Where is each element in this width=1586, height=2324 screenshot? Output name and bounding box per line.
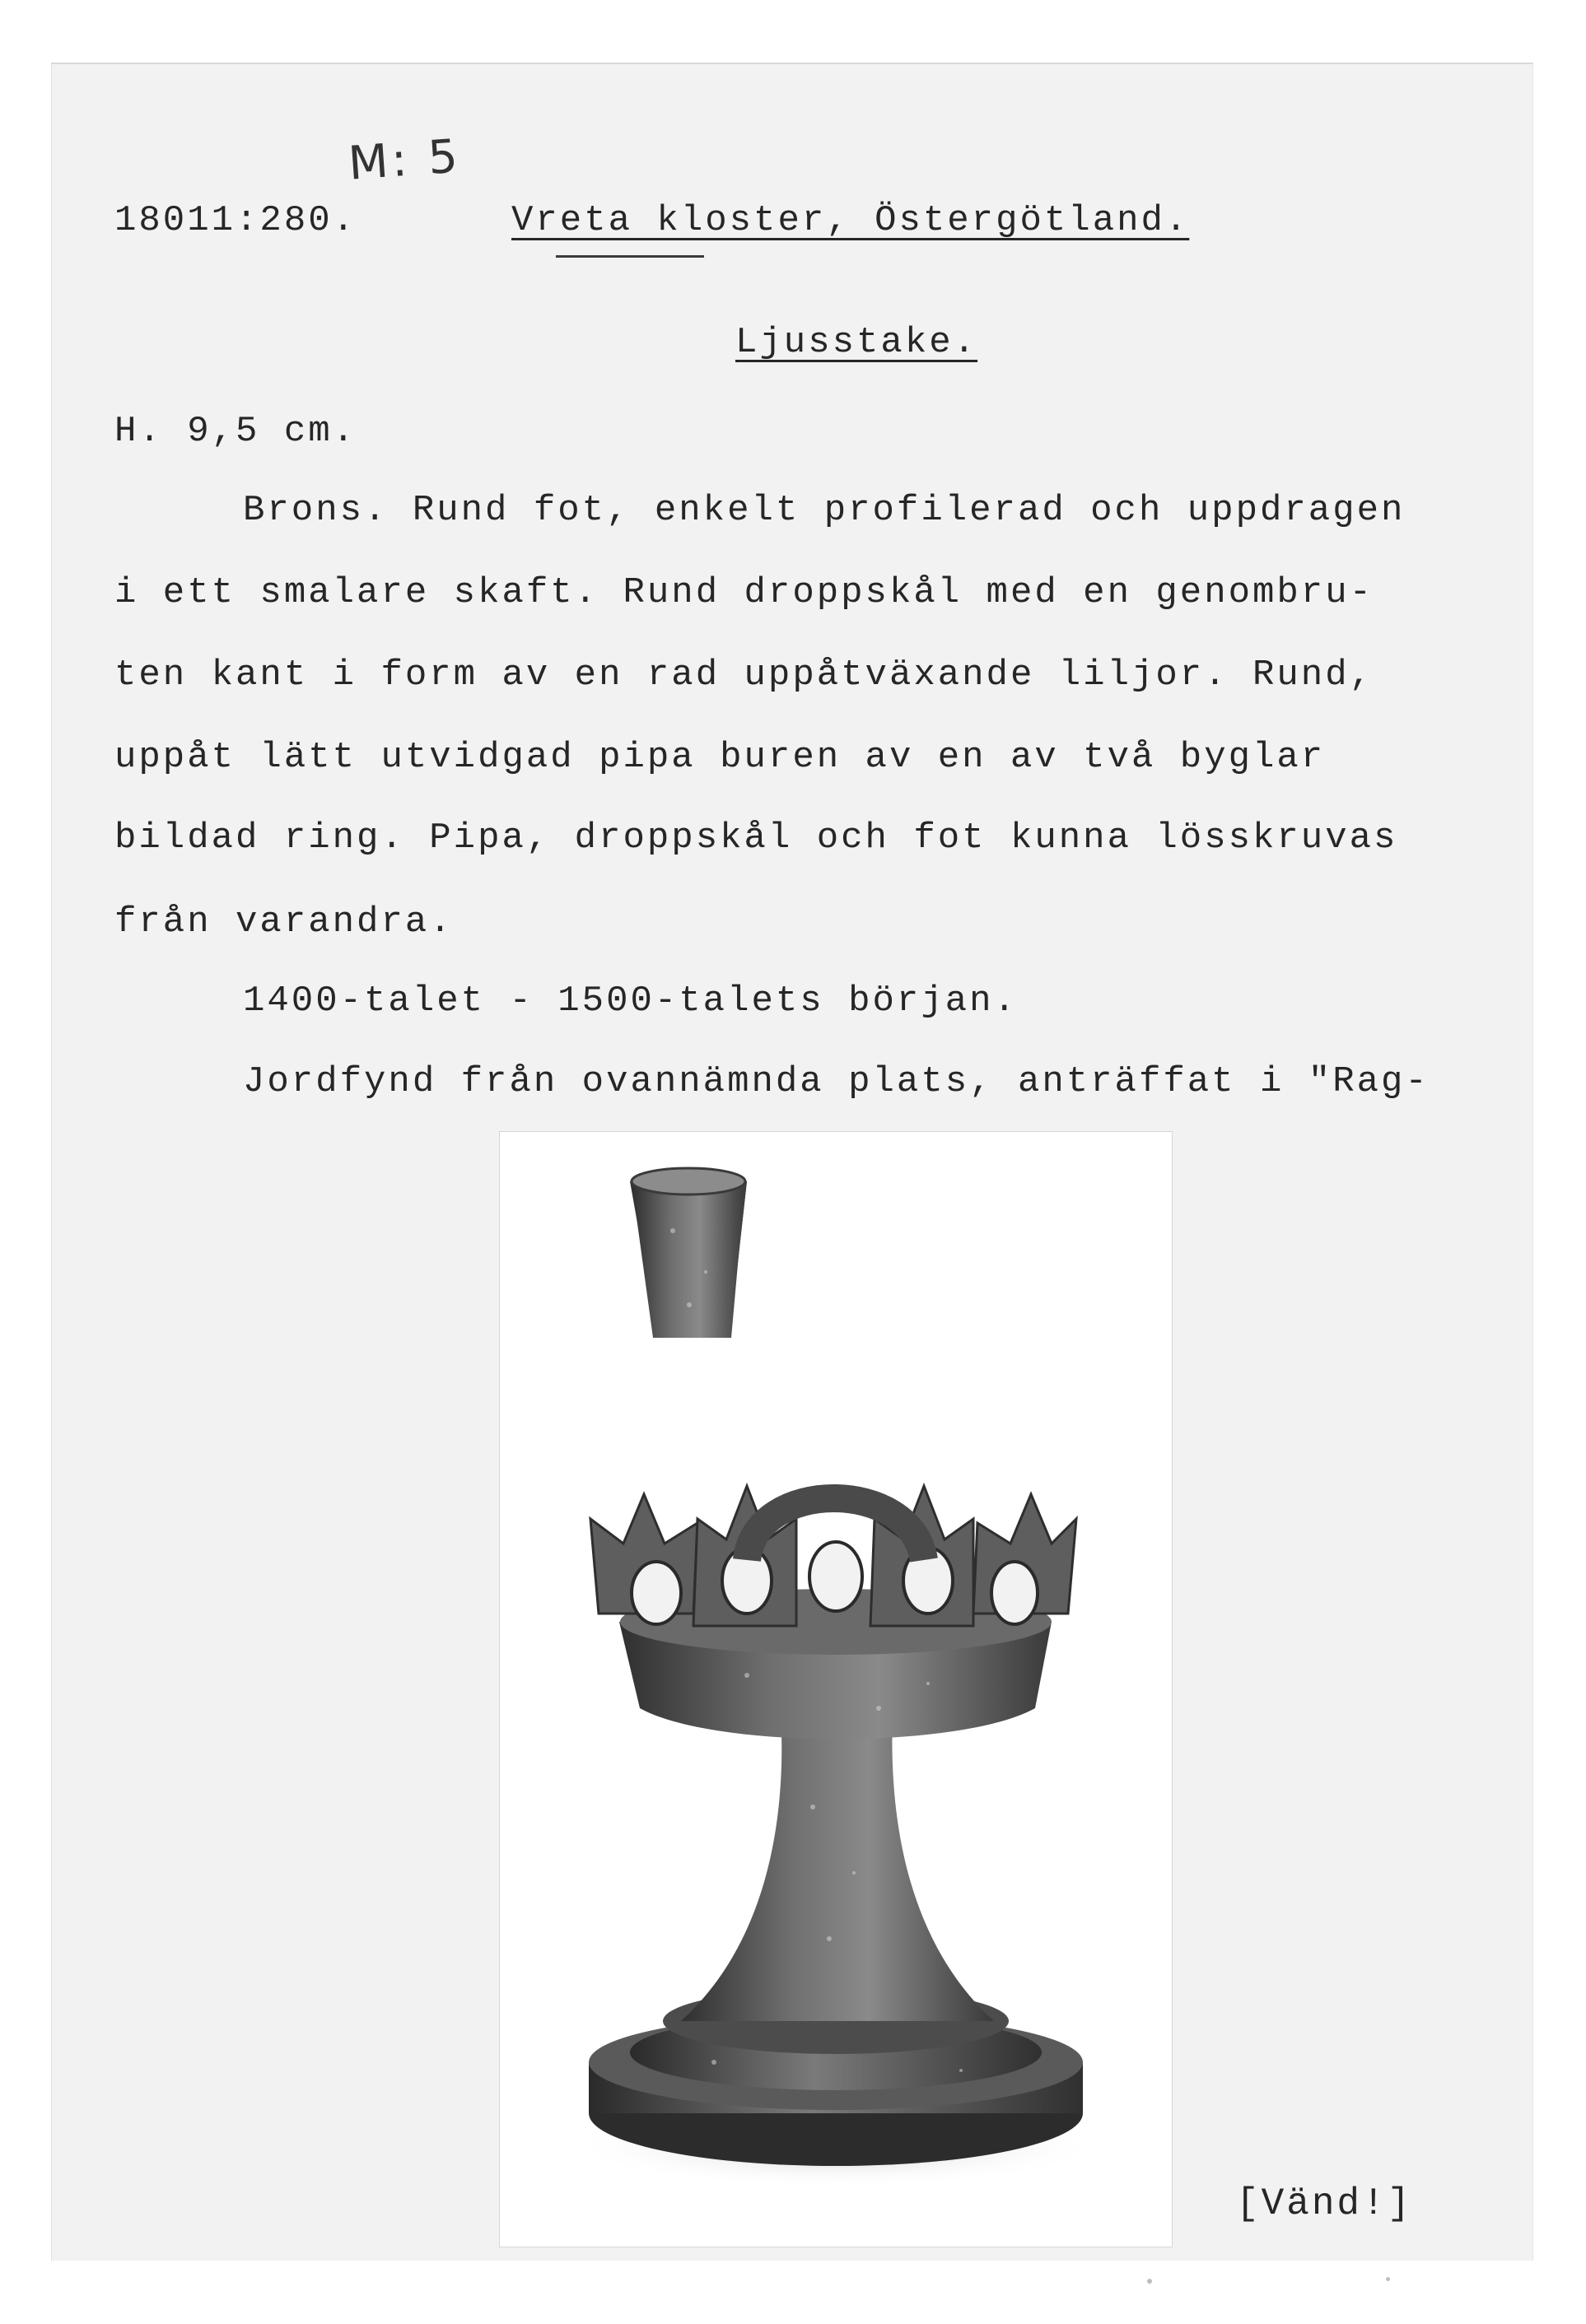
description-line-3: ten kant i form av en rad uppåtväxande liljor. Rund, [114,654,1374,696]
turn-over-note: [Vänd!] [1236,2182,1413,2225]
candlestick-photo-icon [500,1132,1172,2247]
object-title: Ljusstake. [735,322,978,363]
catalog-number: 18011:280. [114,200,357,241]
description-line-2: i ett smalare skaft. Rund droppskål med en genombru- [114,572,1374,613]
description-line-5: bildad ring. Pipa, droppskål och fot kunna lösskruvas [114,817,1398,859]
description-line-1: Brons. Rund fot, enkelt profilerad och uppdragen [243,490,1406,531]
catalog-card [51,63,1533,2261]
description-line-6: från varandra. [114,901,454,943]
paper-speck [1386,2277,1390,2281]
description-line-4: uppåt lätt utvidgad pipa buren av en av två byglar [114,737,1326,778]
location-heading: Vreta kloster, Östergötland. [511,200,1190,241]
dating-line: 1400-talet - 1500-talets början. [243,980,1018,1022]
find-note: Jordfynd från ovannämnda plats, anträffat i "Rag- [243,1061,1430,1102]
height-measure: H. 9,5 cm. [114,411,357,452]
paper-speck [1147,2279,1152,2284]
candlestick-photo [499,1131,1173,2247]
handwritten-mark: M: 5 [346,129,463,191]
divider-rule [556,255,704,258]
